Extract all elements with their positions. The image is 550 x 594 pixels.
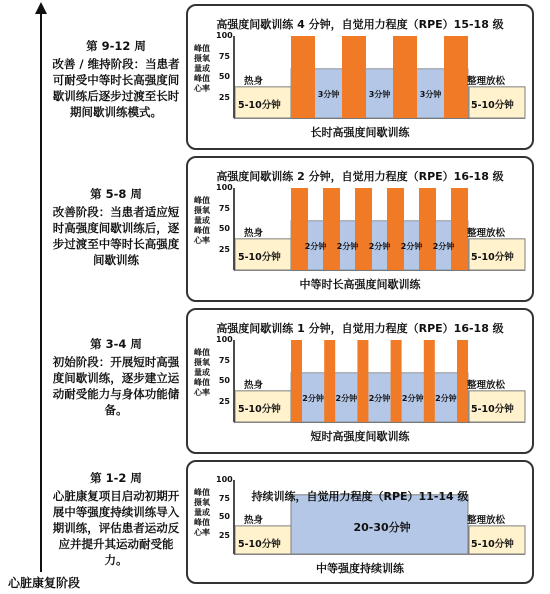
y-tick-label: 100 bbox=[216, 183, 233, 192]
interval-label: 3分钟 bbox=[419, 90, 442, 100]
y-label-line: 心率 bbox=[194, 388, 210, 397]
hiit-peak-bar bbox=[357, 340, 368, 422]
stage-desc: 改善阶段：当患者适应短时高强度间歇训练后，逐步过渡至中等时长高强度间歇训练 bbox=[52, 205, 180, 267]
interval-label: 3分钟 bbox=[317, 90, 340, 100]
y-label-line: 摄氧 bbox=[194, 54, 210, 63]
hiit-peak-bar bbox=[387, 188, 404, 270]
y-axis-label bbox=[194, 196, 210, 246]
cooldown-title: 整理放松 bbox=[467, 227, 506, 239]
hiit-peak-bar bbox=[324, 340, 335, 422]
y-label-line: 心率 bbox=[194, 236, 210, 245]
stage-text-3-4 bbox=[52, 336, 180, 418]
y-label-line: 峰值 bbox=[194, 226, 210, 235]
stage-text-1-2 bbox=[52, 470, 180, 568]
y-label-line: 峰值 bbox=[194, 44, 210, 53]
continuous-label: 20-30分钟 bbox=[353, 520, 411, 534]
y-tick-label: 50 bbox=[218, 224, 230, 233]
interval-label: 2分钟 bbox=[304, 242, 327, 252]
y-label-line: 峰值 bbox=[194, 378, 210, 387]
y-tick-label: 50 bbox=[218, 72, 230, 81]
y-label-line: 量或 bbox=[194, 64, 210, 73]
y-label-line: 量或 bbox=[194, 216, 210, 225]
panel-title: 持续训练，自觉用力程度（RPE）11-14 级 bbox=[251, 490, 469, 503]
panel-title: 高强度间歇训练 2 分钟，自觉用力程度（RPE）16-18 级 bbox=[216, 170, 504, 183]
y-label-line: 量或 bbox=[194, 508, 210, 517]
y-tick-label: 75 bbox=[218, 203, 230, 213]
hiit-peak-bar bbox=[291, 340, 302, 422]
interval-label: 2分钟 bbox=[400, 242, 423, 252]
cooldown-time: 5-10分钟 bbox=[471, 99, 514, 111]
y-tick-label: 25 bbox=[218, 92, 230, 102]
hiit-peak-bar bbox=[355, 188, 372, 270]
y-label-line: 峰值 bbox=[194, 348, 210, 357]
y-label-line: 峰值 bbox=[194, 488, 210, 497]
y-tick-label: 25 bbox=[218, 396, 230, 406]
y-tick-label: 100 bbox=[216, 475, 233, 484]
panel-title: 高强度间歇训练 4 分钟，自觉用力程度（RPE）15-18 级 bbox=[216, 18, 504, 31]
panel-x-label: 中等时长高强度间歇训练 bbox=[299, 278, 421, 291]
y-tick-label: 100 bbox=[216, 335, 233, 344]
warmup-title: 热身 bbox=[244, 379, 264, 391]
axis-label: 心脏康复阶段 bbox=[8, 576, 81, 590]
interval-label: 2分钟 bbox=[435, 394, 457, 404]
interval-label: 3分钟 bbox=[368, 90, 391, 100]
hiit-peak-bar bbox=[451, 188, 468, 270]
y-tick-label: 50 bbox=[218, 376, 230, 385]
panel-x-label: 中等强度持续训练 bbox=[316, 562, 404, 575]
y-tick-label: 75 bbox=[218, 493, 230, 503]
cooldown-title: 整理放松 bbox=[467, 514, 506, 526]
hiit-peak-bar bbox=[393, 36, 417, 118]
panel-short-hiit bbox=[186, 308, 534, 454]
panel-long-hiit bbox=[186, 4, 534, 150]
hiit-peak-bar bbox=[391, 340, 402, 422]
stage-weeks: 第 9-12 周 bbox=[86, 39, 146, 53]
interval-label: 2分钟 bbox=[302, 394, 324, 404]
stage-text-9-12 bbox=[52, 38, 180, 120]
y-label-line: 量或 bbox=[194, 368, 210, 377]
y-axis-label bbox=[194, 348, 210, 398]
y-tick-label: 50 bbox=[218, 512, 230, 521]
stage-desc: 初始阶段：开展短时高强度间歇训练，逐步建立运动耐受能力与身体功能储备。 bbox=[52, 355, 180, 417]
y-tick-label: 25 bbox=[218, 244, 230, 254]
y-tick-label: 75 bbox=[218, 51, 230, 61]
y-label-line: 峰值 bbox=[194, 74, 210, 83]
cooldown-time: 5-10分钟 bbox=[471, 538, 514, 550]
hiit-peak-bar bbox=[424, 340, 435, 422]
hiit-peak-bar bbox=[342, 36, 366, 118]
interval-label: 2分钟 bbox=[368, 394, 391, 404]
y-label-line: 摄氧 bbox=[194, 358, 210, 367]
y-label-line: 摄氧 bbox=[194, 498, 210, 507]
panel-x-label: 短时高强度间歇训练 bbox=[310, 430, 410, 443]
interval-label: 2分钟 bbox=[432, 242, 455, 252]
stage-desc: 改善 / 维持阶段：当患者可耐受中等时长高强度间歇训练后逐步过渡至长时期间歇训练模式。 bbox=[52, 57, 180, 119]
warmup-time: 5-10分钟 bbox=[238, 99, 281, 111]
warmup-title: 热身 bbox=[244, 75, 264, 87]
cooldown-time: 5-10分钟 bbox=[471, 251, 514, 263]
y-label-line: 摄氧 bbox=[194, 206, 210, 215]
warmup-time: 5-10分钟 bbox=[238, 538, 281, 550]
progression-axis bbox=[40, 12, 42, 572]
y-axis-label bbox=[194, 488, 210, 538]
panel-medium-hiit bbox=[186, 156, 534, 302]
y-axis-label bbox=[194, 44, 210, 94]
stage-desc: 心脏康复项目启动初期开展中等强度持续训练导入期训练，评估患者运动反应并提升其运动耐受能力。 bbox=[52, 489, 180, 567]
panel-continuous bbox=[186, 460, 534, 584]
hiit-peak-bar bbox=[419, 188, 436, 270]
cooldown-time: 5-10分钟 bbox=[471, 403, 514, 415]
y-label-line: 峰值 bbox=[194, 196, 210, 205]
stage-weeks: 第 5-8 周 bbox=[90, 187, 142, 201]
warmup-title: 热身 bbox=[244, 227, 264, 239]
panel-x-label: 长时高强度间歇训练 bbox=[310, 126, 410, 139]
y-tick-label: 100 bbox=[216, 31, 233, 40]
y-label-line: 心率 bbox=[194, 84, 210, 93]
warmup-time: 5-10分钟 bbox=[238, 251, 281, 263]
interval-label: 2分钟 bbox=[335, 394, 358, 404]
stage-weeks: 第 3-4 周 bbox=[90, 337, 142, 351]
interval-label: 2分钟 bbox=[368, 242, 391, 252]
cooldown-title: 整理放松 bbox=[467, 379, 506, 391]
hiit-peak-bar bbox=[291, 188, 308, 270]
hiit-peak-bar bbox=[444, 36, 468, 118]
y-label-line: 心率 bbox=[194, 528, 210, 537]
stage-weeks: 第 1-2 周 bbox=[90, 471, 142, 485]
y-tick-label: 25 bbox=[218, 530, 230, 540]
interval-label: 2分钟 bbox=[336, 242, 359, 252]
warmup-title: 热身 bbox=[244, 514, 264, 526]
y-label-line: 峰值 bbox=[194, 518, 210, 527]
hiit-peak-bar bbox=[323, 188, 340, 270]
stage-text-5-8 bbox=[52, 186, 180, 268]
hiit-peak-bar bbox=[291, 36, 315, 118]
warmup-time: 5-10分钟 bbox=[238, 403, 281, 415]
panel-title: 高强度间歇训练 1 分钟，自觉用力程度（RPE）16-18 级 bbox=[216, 322, 504, 335]
cooldown-title: 整理放松 bbox=[467, 75, 506, 87]
interval-label: 2分钟 bbox=[401, 394, 424, 404]
y-tick-label: 75 bbox=[218, 355, 230, 365]
